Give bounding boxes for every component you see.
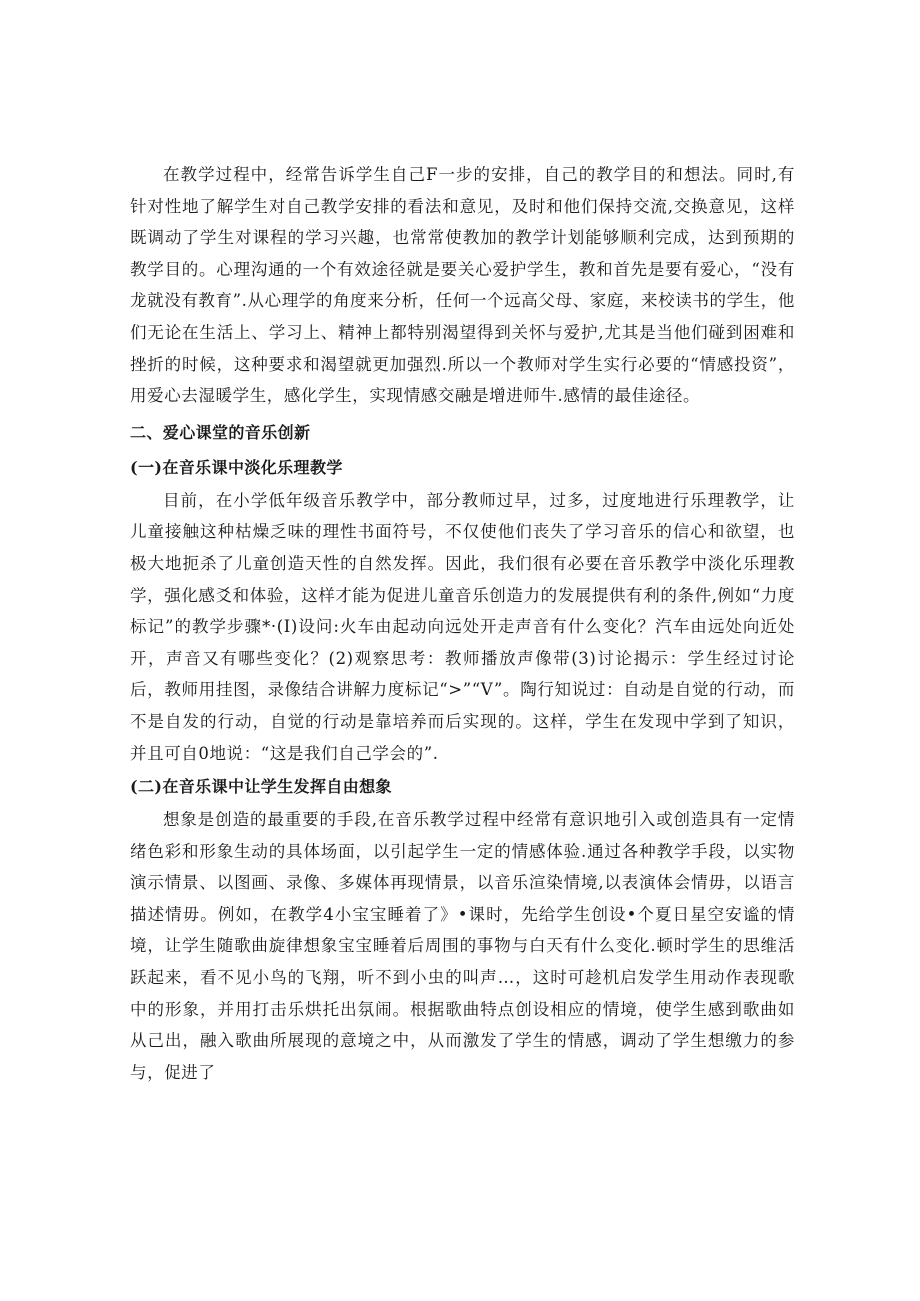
section-heading-music-innovation: 二、爱心课堂的音乐创新 (130, 422, 311, 442)
subsection-heading-music-theory: (一)在音乐课中淡化乐理教学 (130, 457, 343, 477)
subsection-heading-imagination: (二)在音乐课中让学生发挥自由想象 (130, 777, 392, 797)
paragraph-teacher-communication: 在教学过程中，经常告诉学生自己F一步的安排，自己的教学目的和想法。同时,有针对性地了解学生对自己教学安排的看法和意见，及时和他们保持交流,交换意见，这样既调动了学生对课程的学习兴趣，也常常使教加的教学计划能够顺利完成，达到预期的教学目的。心理沟通的一个有效途径就是要关心爱护学生，教和首先是要有爱心，“没有龙就没有教育”.从心理学的角度来分析，任何一个远高父母、家庭，来校读书的学生，他们无论在生活上、学习上、精神上都特别渴望得到关怀与爱护,尤其是当他们碰到困难和挫折的时候，这种要求和渴望就更加强烈.所以一个教师对学生实行必要的“情感投资”，用爱心去湿暖学生，感化学生，实现情感交融是增进师牛.感情的最佳途径。 (130, 165, 795, 406)
document-body (130, 159, 795, 1088)
paragraph-music-theory: 目前，在小学低年级音乐教学中，部分教师过早，过多，过度地进行乐理教学，让儿童接触这种枯燥乏味的理性书面符号，不仅使他们丧失了学习音乐的信心和欲望，也极大地扼杀了儿童创造天性的自然发挥。因此，我们很有必要在音乐教学中淡化乐理教学，强化感爻和体验，这样才能为促进儿童音乐创造力的发展提供有利的条件,例如“力度标记”的教学步骤*·(I)设问:火车由起动向远处开走声音有什么变化？汽车由远处向近处开，声音又有哪些变化？(2)观察思考：教师播放声像带(3)讨论揭示：学生经过讨论后，教师用挂图，录像结合讲解力度标记“>”“V”。陶行知说过：自动是自觉的行动，而不是自发的行动，自觉的行动是靠培养而后实现的。这样，学生在发现中学到了知识，并且可自0地说：“这是我们自己学会的”. (130, 490, 795, 763)
paragraph-imagination: 想象是创造的最重要的手段,在音乐教学过程中经常有意识地引入或创造具有一定情绪色彩和形象生动的具体场面，以引起学生一定的情感体验.通过各种教学手段，以实物演示情景、以图画、录像、多媒体再现情景，以音乐渲染情境,以表演体会情毋，以语言描述情毋。例如，在教学4小宝宝睡着了》•课时，先给学生创设•个夏日星空安谧的情境，让学生随歌曲旋律想象宝宝睡着后周围的事物与白天有什么变化.顿时学生的思维活跃起来，看不见小鸟的飞翔，听不到小虫的叫声…，这时可趁机启发学生用动作表现歌中的形象，并用打击乐烘托出氛闹。根据歌曲特点创设相应的情境，使学生感到歌曲如从己出，融入歌曲所展现的意境之中，从而激发了学生的情感，调动了学生想缴力的参与，促进了 (130, 810, 795, 1082)
